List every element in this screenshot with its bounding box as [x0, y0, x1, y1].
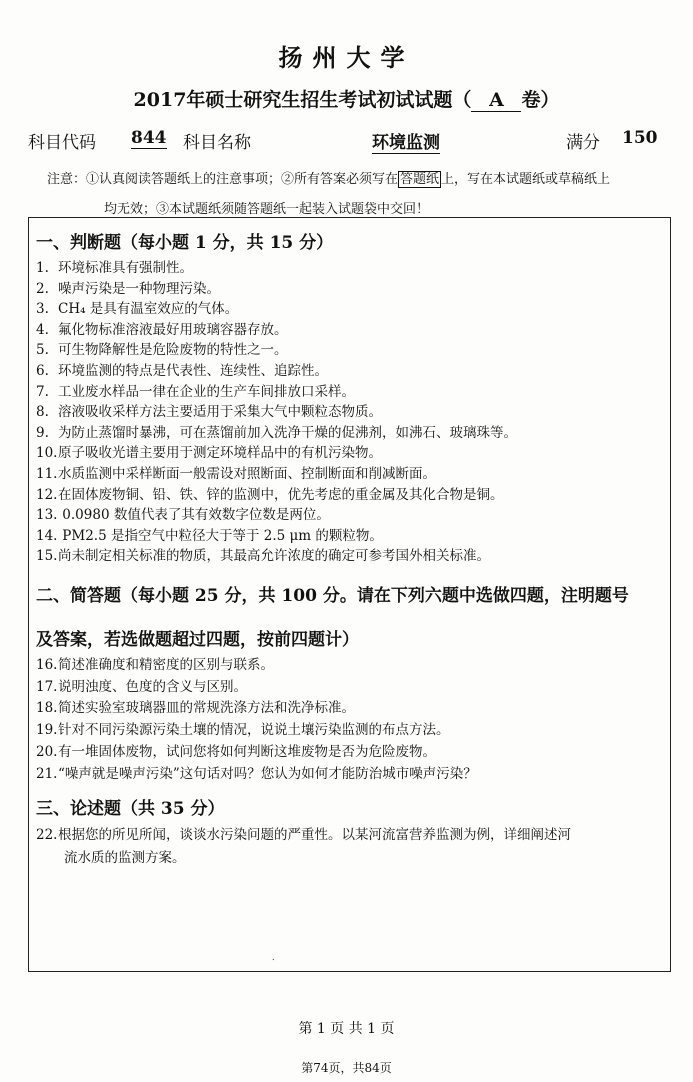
question-number: 16. [36, 657, 58, 673]
question-text: 尚未制定相关标准的物质，其最高允许浓度的确定可参考国外相关标准。 [58, 548, 490, 565]
notice-line-1 [47, 168, 610, 187]
question-number: 7. [36, 383, 49, 400]
question-item [36, 424, 517, 442]
section-1-heading: 一、判断题（每小题 1 分，共 15 分） [36, 233, 334, 253]
question-number: 8. [36, 404, 49, 421]
question-text: 说明浊度、色度的含义与区别。 [58, 678, 247, 695]
question-item [36, 721, 450, 739]
question-item [36, 486, 504, 504]
question-number: 14. [36, 527, 58, 544]
question-text: 简述实验室玻璃器皿的常规洗涤方法和洗净标准。 [58, 700, 355, 717]
question-number: 18. [36, 700, 58, 717]
question-item [36, 259, 193, 277]
page-number: 第 1 页 共 1 页 [298, 1021, 395, 1037]
question-text: 为防止蒸馏时暴沸，可在蒸馏前加入洗净干燥的促沸剂，如沸石、玻璃珠等。 [58, 424, 517, 441]
question-item [36, 547, 490, 565]
question-number: 11. [36, 466, 58, 482]
question-number: 13. [36, 507, 58, 524]
question-item [36, 743, 436, 761]
section-3-heading: 三、论述题（共 35 分） [36, 799, 225, 819]
exam-title [0, 85, 693, 112]
question-22-cont: 流水质的监测方案。 [64, 850, 186, 866]
notice-line-2: 均无效；③本试题纸须随答题纸一起装入试题袋中交回！ [104, 202, 430, 217]
question-item [36, 465, 436, 483]
question-item [36, 699, 355, 717]
notice-text-b: 上，写在本试题纸或草稿纸上 [441, 172, 611, 187]
question-item [36, 656, 274, 674]
question-text: 氟化物标准溶液最好用玻璃容器存放。 [58, 321, 288, 338]
question-number: 19. [36, 722, 58, 739]
title-prefix: 2017年硕士研究生招生考试初试试题（ [133, 89, 472, 111]
question-number: 2. [36, 280, 49, 297]
notice-boxed-word: 答题纸 [400, 172, 440, 187]
question-item [36, 527, 383, 545]
paper-version: A [471, 89, 521, 112]
school-name: 扬州大学 [278, 43, 415, 72]
question-text: PM2.5 是指空气中粒径大于等于 2.5 μm 的颗粒物。 [58, 527, 383, 544]
question-item [36, 300, 238, 318]
question-item [36, 383, 355, 401]
question-text: 有一堆固体废物，试问您将如何判断这堆废物是否为危险废物。 [58, 743, 436, 760]
question-text: 水质监测中采样断面一般需设对照断面、控制断面和削减断面。 [58, 466, 436, 482]
question-item [36, 765, 477, 783]
notice-text-a: 注意：①认真阅读答题纸上的注意事项；②所有答案必须写在 [47, 172, 399, 187]
question-number: 9. [36, 424, 49, 441]
question-text: 0.0980 数值代表了其有效数字位数是两位。 [58, 507, 330, 524]
question-number: 15. [36, 548, 58, 565]
full-score-label: 满分 [566, 133, 600, 153]
question-text: 原子吸收光谱主要用于测定环境样品中的有机污染物。 [58, 445, 382, 462]
question-text: 针对不同污染源污染土壤的情况，说说土壤污染监测的布点方法。 [58, 722, 450, 739]
scan-mark: ⸱ [272, 955, 275, 966]
subject-name-label: 科目名称 [183, 133, 251, 153]
question-text: 环境监测的特点是代表性、连续性、追踪性。 [58, 363, 328, 379]
question-text: 溶液吸收采样方法主要适用于采集大气中颗粒态物质。 [58, 404, 382, 421]
question-text: 工业废水样品一律在企业的生产车间排放口采样。 [58, 383, 355, 400]
question-number: 6. [36, 363, 49, 379]
question-item [36, 678, 247, 696]
question-number: 5. [36, 342, 49, 359]
question-text: CH₄ 是具有温室效应的气体。 [58, 301, 239, 318]
question-text: 简述准确度和精密度的区别与联系。 [58, 657, 274, 673]
question-number: 20. [36, 743, 58, 760]
question-number: 22. [36, 827, 58, 843]
section-2-heading: 二、简答题（每小题 25 分，共 100 分。请在下列六题中选做四题，注明题号 [36, 586, 629, 606]
question-text: 根据您的所见所闻，谈谈水污染问题的严重性。以某河流富营养监测为例，详细阐述河 [58, 827, 571, 843]
section-2-heading-cont: 及答案，若选做题超过四题，按前四题计） [36, 630, 359, 650]
question-number: 4. [36, 321, 49, 338]
question-text: 在固体废物铜、铅、铁、锌的监测中，优先考虑的重金属及其化合物是铜。 [58, 486, 504, 503]
question-22 [36, 826, 571, 844]
subject-code-value: 844 [131, 128, 167, 148]
question-number: 10. [36, 445, 58, 462]
question-text: 可生物降解性是危险废物的特性之一。 [58, 342, 288, 359]
document-page-count: 第74页，共84页 [301, 1061, 392, 1075]
question-number: 3. [36, 301, 49, 318]
question-item [36, 403, 382, 421]
question-item [36, 341, 288, 359]
question-item [36, 280, 220, 298]
question-text: 环境标准具有强制性。 [58, 260, 193, 276]
question-text: “噪声就是噪声污染”这句话对吗？您认为如何才能防治城市噪声污染？ [58, 765, 477, 782]
question-number: 17. [36, 678, 58, 695]
question-number: 1. [36, 260, 49, 276]
question-number: 21. [36, 765, 58, 782]
question-item [36, 362, 328, 380]
subject-name-value: 环境监测 [372, 128, 440, 154]
subject-code-label: 科目代码 [28, 133, 96, 153]
question-text: 噪声污染是一种物理污染。 [58, 280, 220, 297]
title-suffix: 卷） [521, 89, 560, 111]
question-item [36, 321, 288, 339]
question-item [36, 444, 382, 462]
question-number: 12. [36, 486, 58, 503]
full-score-value: 150 [622, 128, 658, 148]
question-item [36, 506, 330, 524]
